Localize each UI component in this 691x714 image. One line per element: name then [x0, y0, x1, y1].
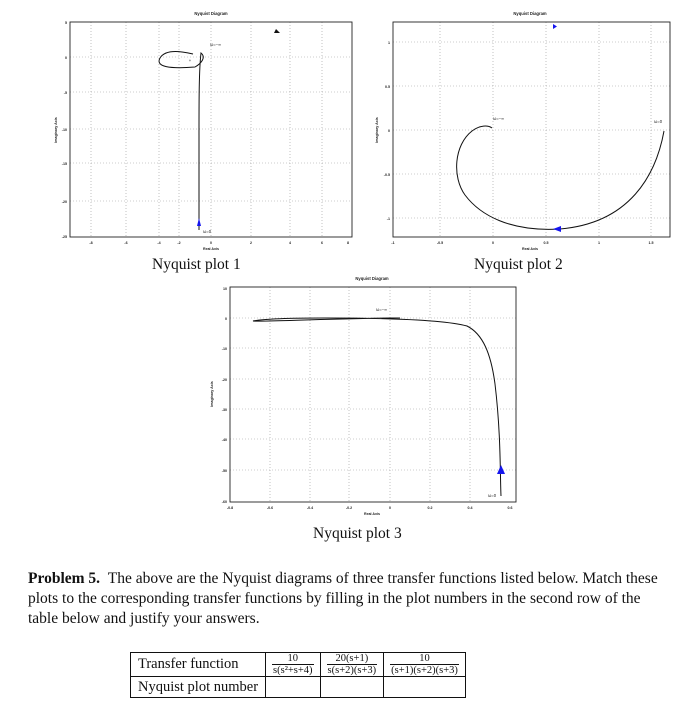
y-tick-label: -25 [61, 235, 67, 239]
row-label: Nyquist plot number [131, 677, 266, 698]
nyquist-plot-1 [54, 5, 360, 273]
y-tick-label: -0.5 [383, 173, 390, 177]
x-tick-labels [391, 241, 653, 245]
plot-caption: Nyquist plot 3 [313, 525, 402, 542]
y-tick-label: 5 [65, 21, 67, 25]
problem-statement [28, 569, 668, 629]
tf-numerator: 10 [272, 653, 314, 665]
problem-heading: Problem 5. [28, 570, 101, 587]
y-tick-label: -20 [61, 200, 67, 204]
x-tick-label: -1 [391, 241, 395, 245]
y-axis-label: Imaginary Axis [375, 117, 379, 143]
tf-denominator: s(s²+s+4) [273, 665, 313, 676]
y-tick-label: -50 [221, 469, 227, 473]
x-tick-label: 0 [210, 241, 212, 245]
y-tick-label: -30 [221, 408, 227, 412]
y-tick-label: -5 [63, 91, 67, 95]
y-tick-label: -10 [61, 128, 67, 132]
x-tick-label: 6 [321, 241, 323, 245]
y-tick-label: -1 [386, 217, 390, 221]
y-axis-label: Imaginary Axis [54, 117, 58, 143]
x-tick-label: 0 [389, 506, 391, 510]
x-tick-label: -4 [157, 241, 161, 245]
x-tick-label: -0.6 [266, 506, 274, 510]
y-tick-label: -20 [221, 378, 227, 382]
y-tick-label: -60 [221, 500, 227, 504]
x-tick-labels [227, 506, 513, 510]
x-tick-label: 0.5 [543, 241, 549, 245]
x-tick-label: 1 [598, 241, 600, 245]
nyquist-curve [159, 52, 203, 231]
y-tick-labels [222, 287, 227, 504]
y-tick-labels [62, 21, 67, 239]
annotation-omega-neg-inf: ω=−∞ [376, 307, 388, 312]
y-tick-label: 10 [223, 287, 227, 291]
plot-title: Nyquist Diagram [355, 276, 389, 281]
direction-arrow [553, 24, 557, 29]
x-tick-labels [89, 241, 349, 245]
tf-denominator: s(s+2)(s+3) [327, 665, 377, 676]
answer-cell[interactable] [384, 677, 466, 698]
direction-arrow [497, 465, 505, 474]
plot-frame [393, 22, 670, 237]
x-axis-label: Real Axis [521, 247, 539, 251]
x-tick-label: -0.2 [345, 506, 353, 510]
y-tick-label: 0 [388, 129, 390, 133]
transfer-function-cell [320, 653, 384, 677]
y-tick-label: 0 [65, 56, 67, 60]
y-tick-labels [384, 41, 390, 221]
minus-one-marker: + [188, 58, 192, 63]
x-tick-label: 4 [289, 241, 291, 245]
annotation-omega-zero: ω=0 [488, 493, 497, 498]
nyquist-curve [253, 318, 501, 496]
plot-grid [393, 22, 670, 237]
tf-denominator: (s+1)(s+2)(s+3) [391, 665, 458, 676]
plot-caption: Nyquist plot 1 [152, 256, 241, 273]
nyquist-plot-3-svg [205, 274, 515, 544]
table-row [131, 653, 466, 677]
plot-title: Nyquist Diagram [194, 11, 228, 16]
transfer-function-cell [266, 653, 321, 677]
x-tick-label: -6 [124, 241, 128, 245]
problem-text: The above are the Nyquist diagrams of three transfer functions listed below. Match these plots to the corresponding transfer functions by filling in the plot numbers in the second row of the table below and justify your answers. [28, 570, 658, 627]
transfer-function-table [130, 652, 466, 698]
nyquist-plot-1-svg [54, 5, 360, 260]
answer-cell[interactable] [266, 677, 321, 698]
plot-title: Nyquist Diagram [513, 11, 547, 16]
y-tick-label: 0 [225, 317, 227, 321]
answer-cell[interactable] [320, 677, 384, 698]
x-tick-label: -2 [177, 241, 181, 245]
x-axis-label: Real Axis [202, 247, 220, 251]
x-axis-label: Real Axis [363, 512, 381, 516]
x-tick-label: -0.5 [436, 241, 444, 245]
plot-frame [70, 22, 352, 237]
row-label: Transfer function [131, 653, 266, 677]
y-tick-label: -15 [61, 162, 67, 166]
nyquist-plot-3 [205, 274, 515, 544]
tf-numerator: 10 [390, 653, 459, 665]
x-tick-label: 0.6 [507, 506, 513, 510]
x-tick-label: -0.8 [226, 506, 234, 510]
nyquist-plot-2 [370, 5, 680, 273]
nyquist-curve [457, 126, 664, 229]
plot-grid [70, 22, 352, 237]
y-tick-label: 1 [388, 41, 390, 45]
x-tick-label: -0.4 [306, 506, 314, 510]
transfer-function-cell [384, 653, 466, 677]
nyquist-plot-2-svg [370, 5, 680, 260]
y-axis-label: Imaginary Axis [210, 381, 214, 407]
annotation-omega-neg-inf: ω=−∞ [210, 42, 222, 47]
annotation-omega-zero: ω=0 [203, 229, 212, 234]
y-tick-label: -40 [221, 438, 227, 442]
x-tick-label: -8 [89, 241, 93, 245]
x-tick-label: 0 [492, 241, 494, 245]
annotation-omega-zero: ω=0 [654, 119, 663, 124]
y-tick-label: 0.5 [385, 85, 390, 89]
x-tick-label: 0.2 [427, 506, 433, 510]
x-tick-label: 1.5 [648, 241, 654, 245]
x-tick-label: 8 [347, 241, 349, 245]
annotation-omega-neg-inf: ω=−∞ [493, 116, 505, 121]
x-tick-label: 2 [250, 241, 252, 245]
plot-caption: Nyquist plot 2 [474, 256, 563, 273]
y-tick-label: -10 [221, 347, 227, 351]
direction-arrow [553, 226, 561, 232]
direction-arrow [197, 218, 201, 226]
tf-numerator: 20(s+1) [327, 653, 378, 665]
x-tick-label: 0.4 [467, 506, 473, 510]
direction-arrow [274, 29, 280, 33]
table-row [131, 677, 466, 698]
